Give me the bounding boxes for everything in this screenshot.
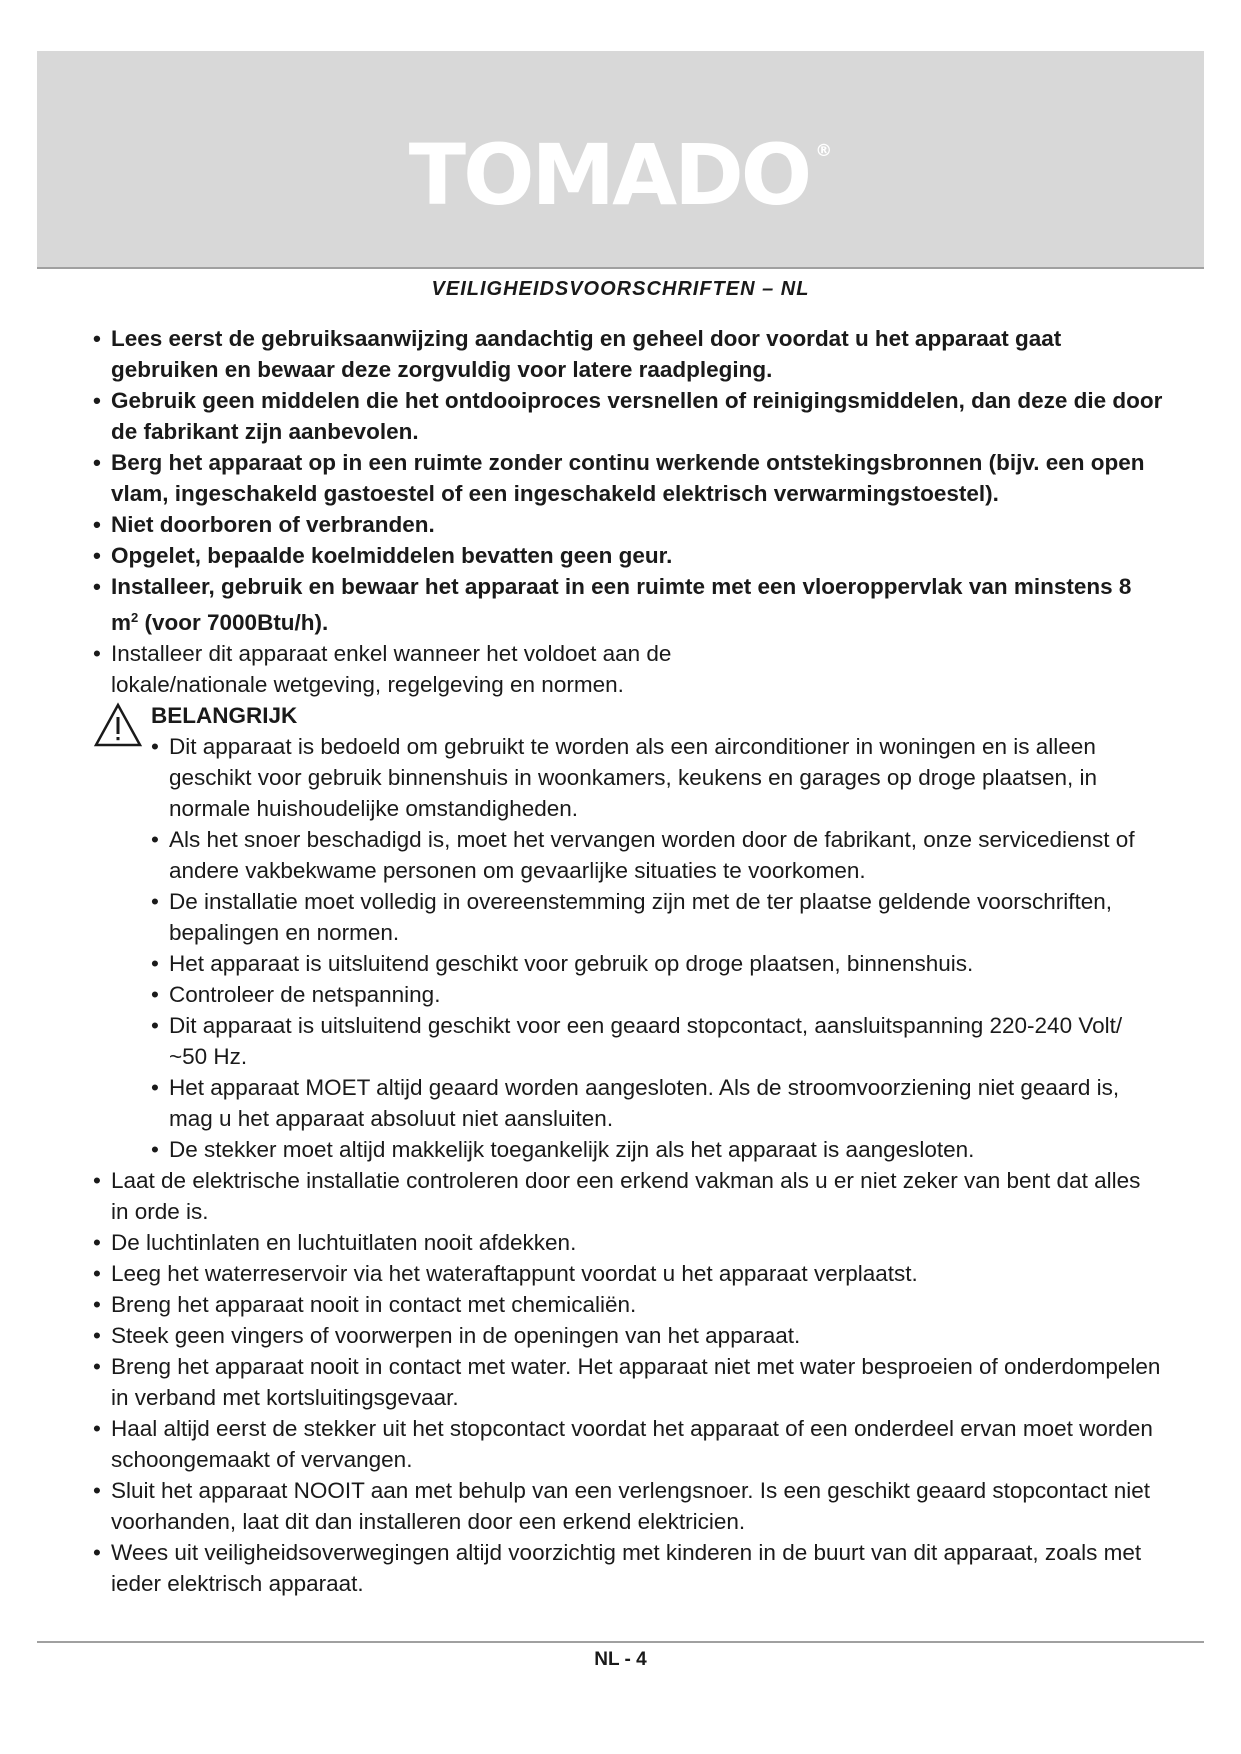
item-text: Berg het apparaat op in een ruimte zonder continu werkende ontstekingsbronnen (bijv. een open vlam, ingeschakeld gastoestel of een ingeschakeld elektrisch verwarmingstoestel). — [111, 450, 1145, 506]
important-item — [151, 1072, 1163, 1134]
list-item — [93, 1165, 1163, 1227]
list-item — [93, 1289, 1163, 1320]
item-text: De luchtinlaten en luchtuitlaten nooit afdekken. — [111, 1230, 577, 1255]
page-title: VEILIGHEIDSVOORSCHRIFTEN – NL — [431, 278, 810, 300]
footer-divider — [37, 1641, 1204, 1643]
item-text: Breng het apparaat nooit in contact met chemicaliën. — [111, 1292, 637, 1317]
item-text: Het apparaat MOET altijd geaard worden aangesloten. Als de stroomvoorziening niet geaard is, mag u het apparaat absoluut niet aansluiten. — [169, 1075, 1120, 1131]
item-text: Steek geen vingers of voorwerpen in de openingen van het apparaat. — [111, 1323, 801, 1348]
page-number: NL - 4 — [594, 1649, 647, 1670]
floor-area: 8 m — [111, 574, 1132, 635]
item-text: Opgelet, bepaalde koelmiddelen bevatten geen geur. — [111, 543, 673, 568]
list-item — [93, 1258, 1163, 1289]
item-text: Laat de elektrische installatie controleren door een erkend vakman als u er niet zeker van bent dat alles in orde is. — [111, 1168, 1141, 1224]
bullet: • — [93, 1292, 101, 1317]
list-item — [93, 1413, 1163, 1475]
item-text: Dit apparaat is bedoeld om gebruikt te worden als een airconditioner in woningen en is alleen geschikt voor gebruik binnenshuis in woonkamers, keukens en garages op droge plaatsen, in normale huishoudelijke omstandigheden. — [169, 734, 1098, 821]
bullet: • — [93, 1230, 101, 1255]
bullet: • — [93, 326, 101, 351]
logo-text: TOMADO — [408, 126, 810, 224]
btu-note: (voor 7000Btu/h). — [144, 610, 329, 635]
item-text: Wees uit veiligheidsoverwegingen altijd voorzichtig met kinderen in de buurt van dit apparaat, zoals met ieder elektrisch apparaat. — [111, 1540, 1142, 1596]
item-text: Installeer dit apparaat enkel wanneer het voldoet aan de lokale/nationale wetgeving, regelgeving en normen. — [111, 641, 672, 697]
item-text: Het apparaat is uitsluitend geschikt voor gebruik op droge plaatsen, binnenshuis. — [169, 951, 974, 976]
important-item — [151, 886, 1163, 948]
important-item — [151, 979, 1163, 1010]
list-item — [93, 1475, 1163, 1537]
bullet: • — [93, 1478, 101, 1503]
bullet: • — [151, 734, 159, 759]
bullet: • — [93, 450, 101, 475]
important-heading — [151, 700, 1163, 731]
important-title: BELANGRIJK — [151, 703, 298, 728]
list-item — [93, 638, 1163, 700]
bullet: • — [93, 1354, 101, 1379]
list-item — [93, 1537, 1163, 1599]
list-item — [93, 385, 1163, 447]
list-item — [93, 509, 1163, 540]
brand-logo — [37, 126, 1204, 224]
item-text: Lees eerst de gebruiksaanwijzing aandachtig en geheel door voordat u het apparaat gaat gebruiken en bewaar deze zorgvuldig voor latere raadpleging. — [111, 326, 1062, 382]
bullet: • — [93, 543, 101, 568]
list-item — [93, 1351, 1163, 1413]
item-text: De installatie moet volledig in overeenstemming zijn met de ter plaatse geldende voorschriften, bepalingen en normen. — [169, 889, 1113, 945]
important-item — [151, 948, 1163, 979]
bullet: • — [93, 388, 101, 413]
warning-triangle-icon — [93, 702, 143, 748]
bullet: • — [151, 889, 159, 914]
important-section — [151, 700, 1163, 1165]
item-text: Als het snoer beschadigd is, moet het vervangen worden door de fabrikant, onze servicedienst of andere vakbekwame personen om gevaarlijke situaties te voorkomen. — [169, 827, 1135, 883]
bullet: • — [93, 641, 101, 666]
list-item — [93, 447, 1163, 509]
item-text: Dit apparaat is uitsluitend geschikt voor een geaard stopcontact, aansluitspanning 220-240 Volt/ ~50 Hz. — [169, 1013, 1123, 1069]
header-band — [37, 51, 1204, 269]
item-text: Leeg het waterreservoir via het wateraftappunt voordat u het apparaat verplaatst. — [111, 1261, 918, 1286]
bullet: • — [151, 1013, 159, 1038]
list-item — [93, 540, 1163, 571]
important-item — [151, 1010, 1163, 1072]
bullet: • — [151, 1137, 159, 1162]
bullet: • — [93, 1168, 101, 1193]
item-text: Haal altijd eerst de stekker uit het stopcontact voordat het apparaat of een onderdeel ervan moet worden schoongemaakt of vervangen. — [111, 1416, 1153, 1472]
bullet: • — [93, 1323, 101, 1348]
bullet: • — [93, 574, 101, 599]
item-text: De stekker moet altijd makkelijk toegankelijk zijn als het apparaat is aangesloten. — [169, 1137, 975, 1162]
bullet: • — [93, 512, 101, 537]
bullet: • — [93, 1416, 101, 1441]
important-item — [151, 1134, 1163, 1165]
item-text: Controleer de netspanning. — [169, 982, 441, 1007]
list-item — [93, 1227, 1163, 1258]
safety-instructions — [93, 323, 1163, 1599]
bullet: • — [93, 1261, 101, 1286]
item-text: Gebruik geen middelen die het ontdooiproces versnellen of reinigingsmiddelen, dan deze die door de fabrikant zijn aanbevolen. — [111, 388, 1163, 444]
list-item — [93, 1320, 1163, 1351]
registered-mark: ® — [815, 141, 833, 161]
important-item — [151, 824, 1163, 886]
list-item — [93, 323, 1163, 385]
bullet: • — [151, 1075, 159, 1100]
list-item-floor-area — [93, 571, 1163, 638]
bullet: • — [93, 1540, 101, 1565]
important-item — [151, 731, 1163, 824]
area-exponent: 2 — [131, 610, 139, 625]
item-text: Installeer, gebruik en bewaar het apparaat in een ruimte met een vloeroppervlak van minstens — [111, 574, 1113, 599]
item-text: Sluit het apparaat NOOIT aan met behulp van een verlengsnoer. Is een geschikt geaard stopcontact niet voorhanden, laat dit dan installeren door een erkend elektricien. — [111, 1478, 1150, 1534]
bullet: • — [151, 827, 159, 852]
bullet: • — [151, 951, 159, 976]
bullet: • — [151, 982, 159, 1007]
item-text: Breng het apparaat nooit in contact met water. Het apparaat niet met water besproeien of onderdompelen in verband met kortsluitingsgevaar. — [111, 1354, 1161, 1410]
item-text: Niet doorboren of verbranden. — [111, 512, 435, 537]
